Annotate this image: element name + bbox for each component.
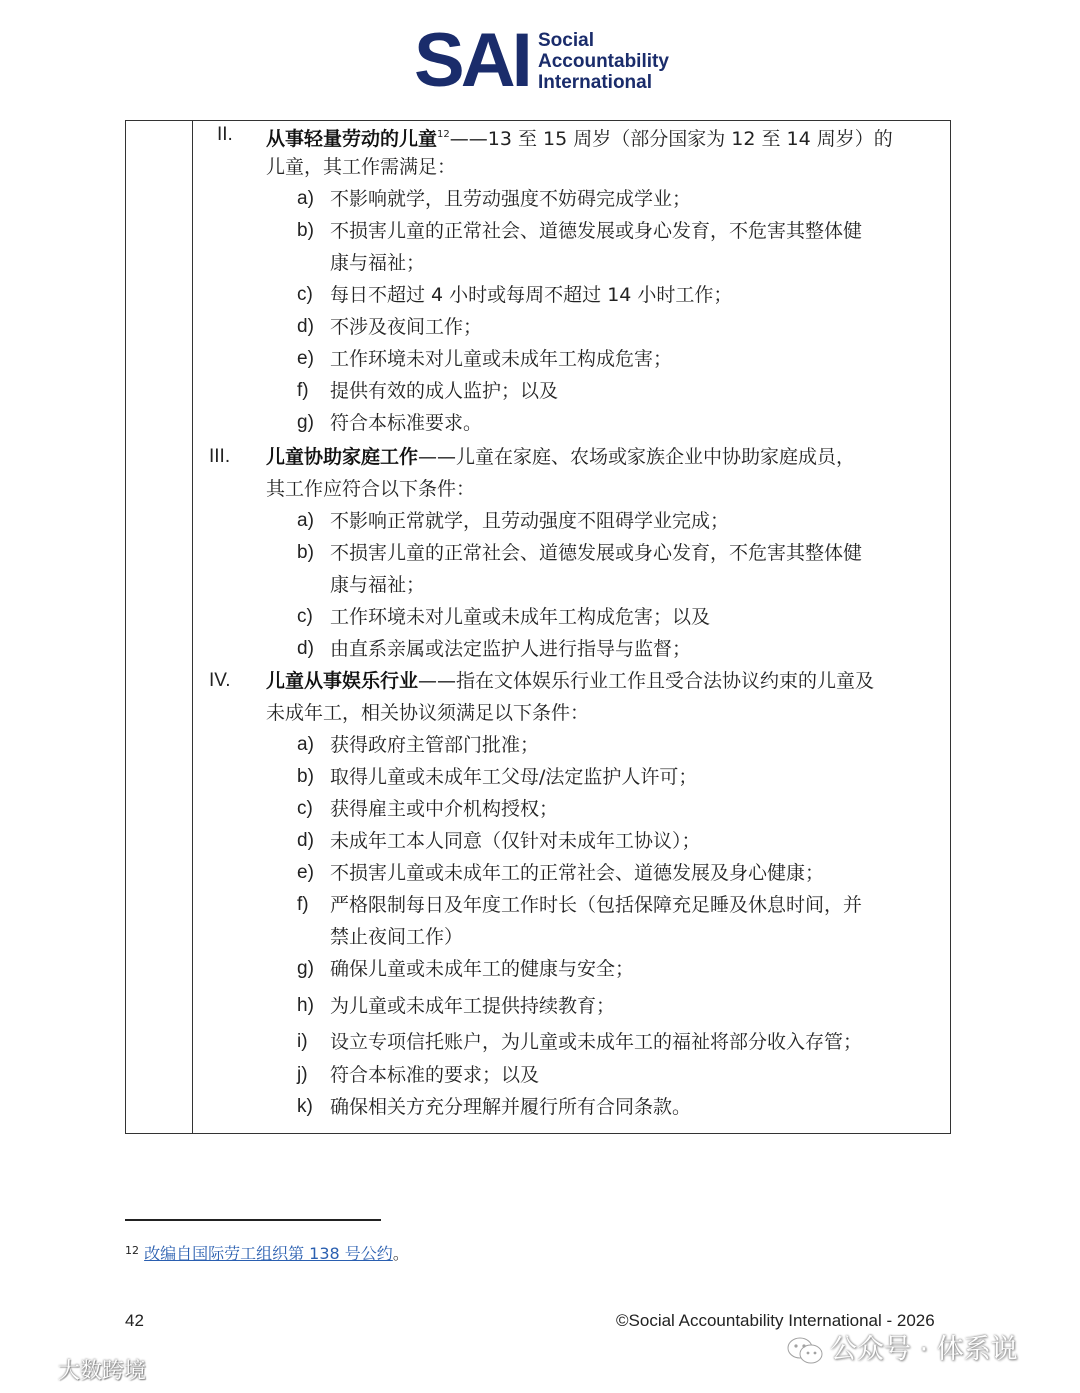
item-label: c) (297, 284, 313, 305)
item-text: 符合本标准的要求；以及 (330, 1064, 540, 1086)
footnote-divider (125, 1219, 381, 1221)
item-text: 工作环境未对儿童或未成年工构成危害；以及 (330, 606, 711, 628)
item-label: d) (297, 638, 314, 659)
item-label: b) (297, 542, 314, 563)
item-label: d) (297, 316, 314, 337)
item-label: g) (297, 958, 314, 979)
watermark-right-text: 公众号 · 体系说 (830, 1334, 1018, 1365)
watermark-left (8, 1357, 146, 1387)
item-text-cont: 康与福祉； (330, 574, 426, 596)
item-label: b) (297, 220, 314, 241)
item-text: 不损害儿童或未成年工的正常社会、道德发展及身心健康； (330, 862, 825, 884)
section-numeral: III. (209, 446, 231, 467)
section-intro-cont: 未成年工，相关协议须满足以下条件： (266, 702, 590, 724)
section-title: 儿童从事娱乐行业 (266, 670, 419, 692)
section-intro-cont: 其工作应符合以下条件： (266, 478, 476, 500)
item-text: 获得雇主或中介机构授权； (330, 798, 559, 820)
item-text-cont: 康与福祉； (330, 252, 426, 274)
item-text: 严格限制每日及年度工作时长（包括保障充足睡及休息时间，并 (330, 894, 863, 916)
logo-line-accountability: Accountability (538, 51, 669, 72)
section-heading (266, 441, 855, 473)
section-title: 从事轻量劳动的儿童 (266, 128, 438, 150)
wechat-icon (786, 1335, 824, 1367)
item-label: e) (297, 348, 314, 369)
footnote (125, 1240, 409, 1265)
item-label: i) (297, 1031, 308, 1052)
footnote-ref[interactable]: 12 (437, 129, 450, 140)
item-label: g) (297, 412, 314, 433)
section-heading (266, 119, 893, 151)
logo-line-international: International (538, 72, 653, 93)
item-text: 为儿童或未成年工提供持续教育； (330, 995, 616, 1017)
footnote-trailing: 。 (392, 1244, 409, 1263)
item-text: 提供有效的成人监护；以及 (330, 380, 559, 402)
section-intro-cont: 儿童，其工作需满足： (266, 156, 457, 178)
item-label: a) (297, 188, 314, 209)
item-label: j) (297, 1064, 308, 1085)
copyright-notice: ©Social Accountability International - 2026 (616, 1311, 935, 1330)
item-text-cont: 禁止夜间工作） (330, 926, 464, 948)
section-intro: ——13 至 15 周岁（部分国家为 12 至 14 周岁）的 (449, 128, 893, 150)
logo-mark: SAI (414, 18, 529, 103)
item-label: h) (297, 995, 314, 1016)
section-title: 儿童协助家庭工作 (266, 446, 419, 468)
footnote-link[interactable]: 改编自国际劳工组织第 138 号公约 (144, 1244, 393, 1263)
item-label: e) (297, 862, 314, 883)
logo-line-social: Social (538, 30, 594, 51)
watermark-right (786, 1332, 1018, 1368)
item-label: f) (297, 380, 309, 401)
section-intro: ——儿童在家庭、农场或家族企业中协助家庭成员， (418, 446, 856, 468)
footnote-number: 12 (125, 1244, 139, 1257)
item-label: c) (297, 798, 313, 819)
item-label: b) (297, 766, 314, 787)
item-text: 取得儿童或未成年工父母/法定监护人许可； (330, 766, 698, 788)
section-intro: ——指在文体娱乐行业工作且受合法协议约束的儿童及 (418, 670, 875, 692)
item-text: 不影响正常就学，且劳动强度不阻碍学业完成； (330, 510, 730, 532)
item-label: a) (297, 734, 314, 755)
item-text: 工作环境未对儿童或未成年工构成危害； (330, 348, 673, 370)
item-text: 符合本标准要求。 (330, 412, 483, 434)
item-text: 获得政府主管部门批准； (330, 734, 540, 756)
item-text: 确保相关方充分理解并履行所有合同条款。 (330, 1096, 692, 1118)
section-numeral: IV. (209, 670, 231, 691)
page-number: 42 (125, 1311, 144, 1330)
item-text: 不影响就学，且劳动强度不妨碍完成学业； (330, 188, 692, 210)
item-label: d) (297, 830, 314, 851)
item-text: 由直系亲属或法定监护人进行指导与监督； (330, 638, 692, 660)
item-text: 每日不超过 4 小时或每周不超过 14 小时工作； (330, 284, 733, 306)
item-label: c) (297, 606, 313, 627)
item-text: 未成年工本人同意（仅针对未成年工协议）； (330, 830, 701, 852)
item-text: 设立专项信托账户，为儿童或未成年工的福祉将部分收入存管； (330, 1031, 863, 1053)
table-column-divider (192, 120, 193, 1134)
item-label: k) (297, 1096, 313, 1117)
section-heading (266, 665, 874, 697)
logo-wordmark (538, 30, 669, 93)
item-label: f) (297, 894, 309, 915)
item-label: a) (297, 510, 314, 531)
item-text: 不损害儿童的正常社会、道德发展或身心发育，不危害其整体健 (330, 220, 863, 242)
item-text: 确保儿童或未成年工的健康与安全； (330, 958, 635, 980)
section-numeral: II. (217, 124, 233, 145)
watermark-logo-icon (8, 1361, 52, 1383)
item-text: 不损害儿童的正常社会、道德发展或身心发育，不危害其整体健 (330, 542, 863, 564)
watermark-left-text: 大数跨境 (58, 1359, 147, 1384)
item-text: 不涉及夜间工作； (330, 316, 483, 338)
